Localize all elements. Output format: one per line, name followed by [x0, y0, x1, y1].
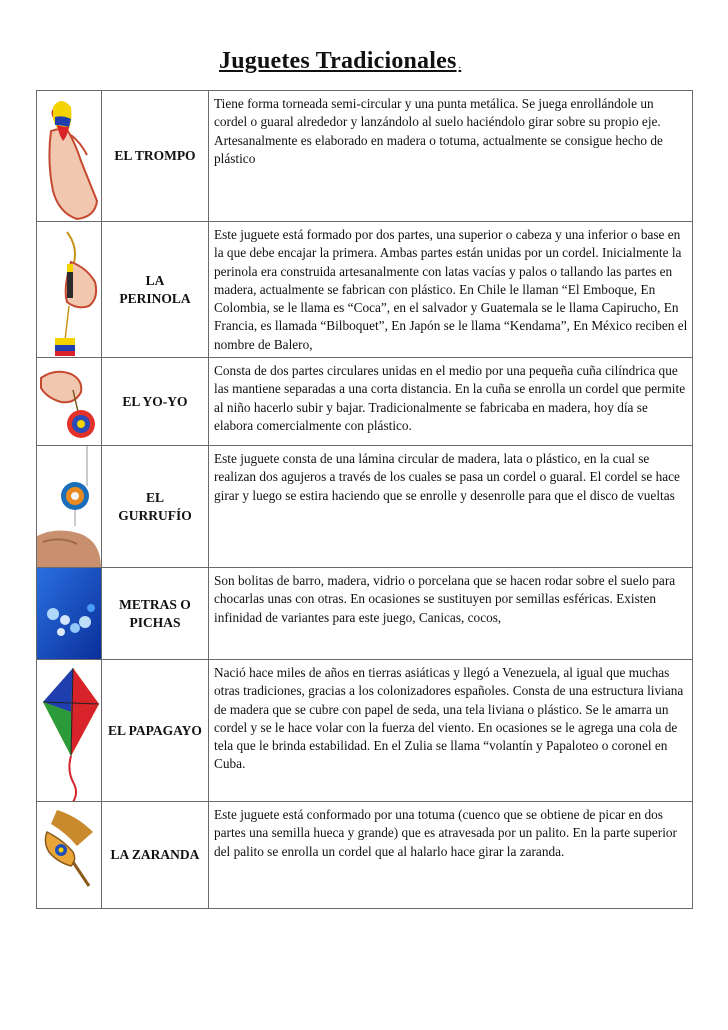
toy-name: EL TROMPO: [102, 91, 209, 222]
toy-description: Este juguete consta de una lámina circular de madera, lata o plástico, en la cual se realizan dos agujeros a través de los cuales se pasa un cordel o guaral. El cordel se hace girar y luego se estira haciendo que se enrolle y desenrolle para que el disco de vueltas: [209, 446, 693, 568]
toy-image-cell: [37, 446, 102, 568]
toy-name: LA ZARANDA: [102, 802, 209, 909]
table-row: [37, 660, 693, 802]
toy-image-cell: [37, 358, 102, 446]
toy-description: Consta de dos partes circulares unidas en el medio por una pequeña cuña cilíndrica que las mantiene separadas a una corta distancia. En la cuña se enrolla un cordel que permite al niño hacerlo subir y bajar. Tradicionalmente se fabricaba en madera, hoy día se elabora comercialmente con plástico.: [209, 358, 693, 446]
toy-image-cell: [37, 222, 102, 358]
toy-image-cell: [37, 568, 102, 660]
zaranda-icon: [37, 802, 101, 909]
table-row: [37, 568, 693, 660]
toy-image-cell: [37, 802, 102, 909]
toy-description: Este juguete está formado por dos partes, una superior o cabeza y una inferior o base en la que debe encajar la primera. Ambas partes están unidas por un cordel. Inicialmente la perinola era construida artesanalmente con latas vacías y palos o tallando las partes en madera, actualmente se fabrican con plástico. En Chile le llaman “El Emboque, En Colombia, se le llama es “Coca”, en el salvador y Guatemala se le llama Capirucho, En Francia, es llamada “Bilboquet”, En Japón se le llama “Kendama”, En México reciben el nombre de Balero,: [209, 222, 693, 358]
toy-name: EL GURRUFÍO: [102, 446, 209, 568]
table-row: [37, 446, 693, 568]
table-row: [37, 222, 693, 358]
toy-image-cell: [37, 660, 102, 802]
yoyo-icon: [37, 358, 101, 446]
toys-table: [36, 90, 693, 909]
toy-description: Tiene forma torneada semi-circular y una punta metálica. Se juega enrollándole un cordel o guaral alrededor y lanzándolo al suelo haciéndolo girar sobre su propio eje. Artesanalmente es elaborado en madera o totuma, actualmente se consigue hecho de plástico: [209, 91, 693, 222]
table-row: [37, 91, 693, 222]
marbles-icon: [37, 568, 101, 660]
toy-name: EL PAPAGAYO: [102, 660, 209, 802]
page-title: Juguetes Tradicionales .: [219, 48, 462, 74]
kite-icon: [37, 660, 101, 802]
gurrufio-icon: [37, 446, 101, 568]
spinning-top-icon: [37, 91, 101, 222]
toy-name: METRAS O PICHAS: [102, 568, 209, 660]
table-row: [37, 802, 693, 909]
toy-name: EL YO-YO: [102, 358, 209, 446]
toy-description: Este juguete está conformado por una totuma (cuenco que se obtiene de picar en dos partes una semilla hueca y grande) que es atravesada por un palito. En la parte superior del palito se enrolla un cordel que al halarlo hace girar la zaranda.: [209, 802, 693, 909]
toy-description: Son bolitas de barro, madera, vidrio o porcelana que se hacen rodar sobre el suelo para chocarlas unas con otras. En ocasiones se sustituyen por semillas esféricas. Existen infinidad de variantes para este juego, Canicas, cocos,: [209, 568, 693, 660]
table-row: [37, 358, 693, 446]
toy-name: LA PERINOLA: [102, 222, 209, 358]
toy-image-cell: [37, 91, 102, 222]
toy-description: Nació hace miles de años en tierras asiáticas y llegó a Venezuela, al igual que muchas otras tradiciones, gracias a los colonizadores españoles. Consta de una estructura liviana de madera que se cubre con papel de seda, una tela liviana o plástico. Se le amarra un cordel y se le hace volar con la fuerza del viento. En ocasiones se le agrega una cola de tela que le brinda estabilidad. En el Zulia se llama “volantín y Papaloteo o coronel en Cuba.: [209, 660, 693, 802]
perinola-icon: [37, 222, 101, 358]
